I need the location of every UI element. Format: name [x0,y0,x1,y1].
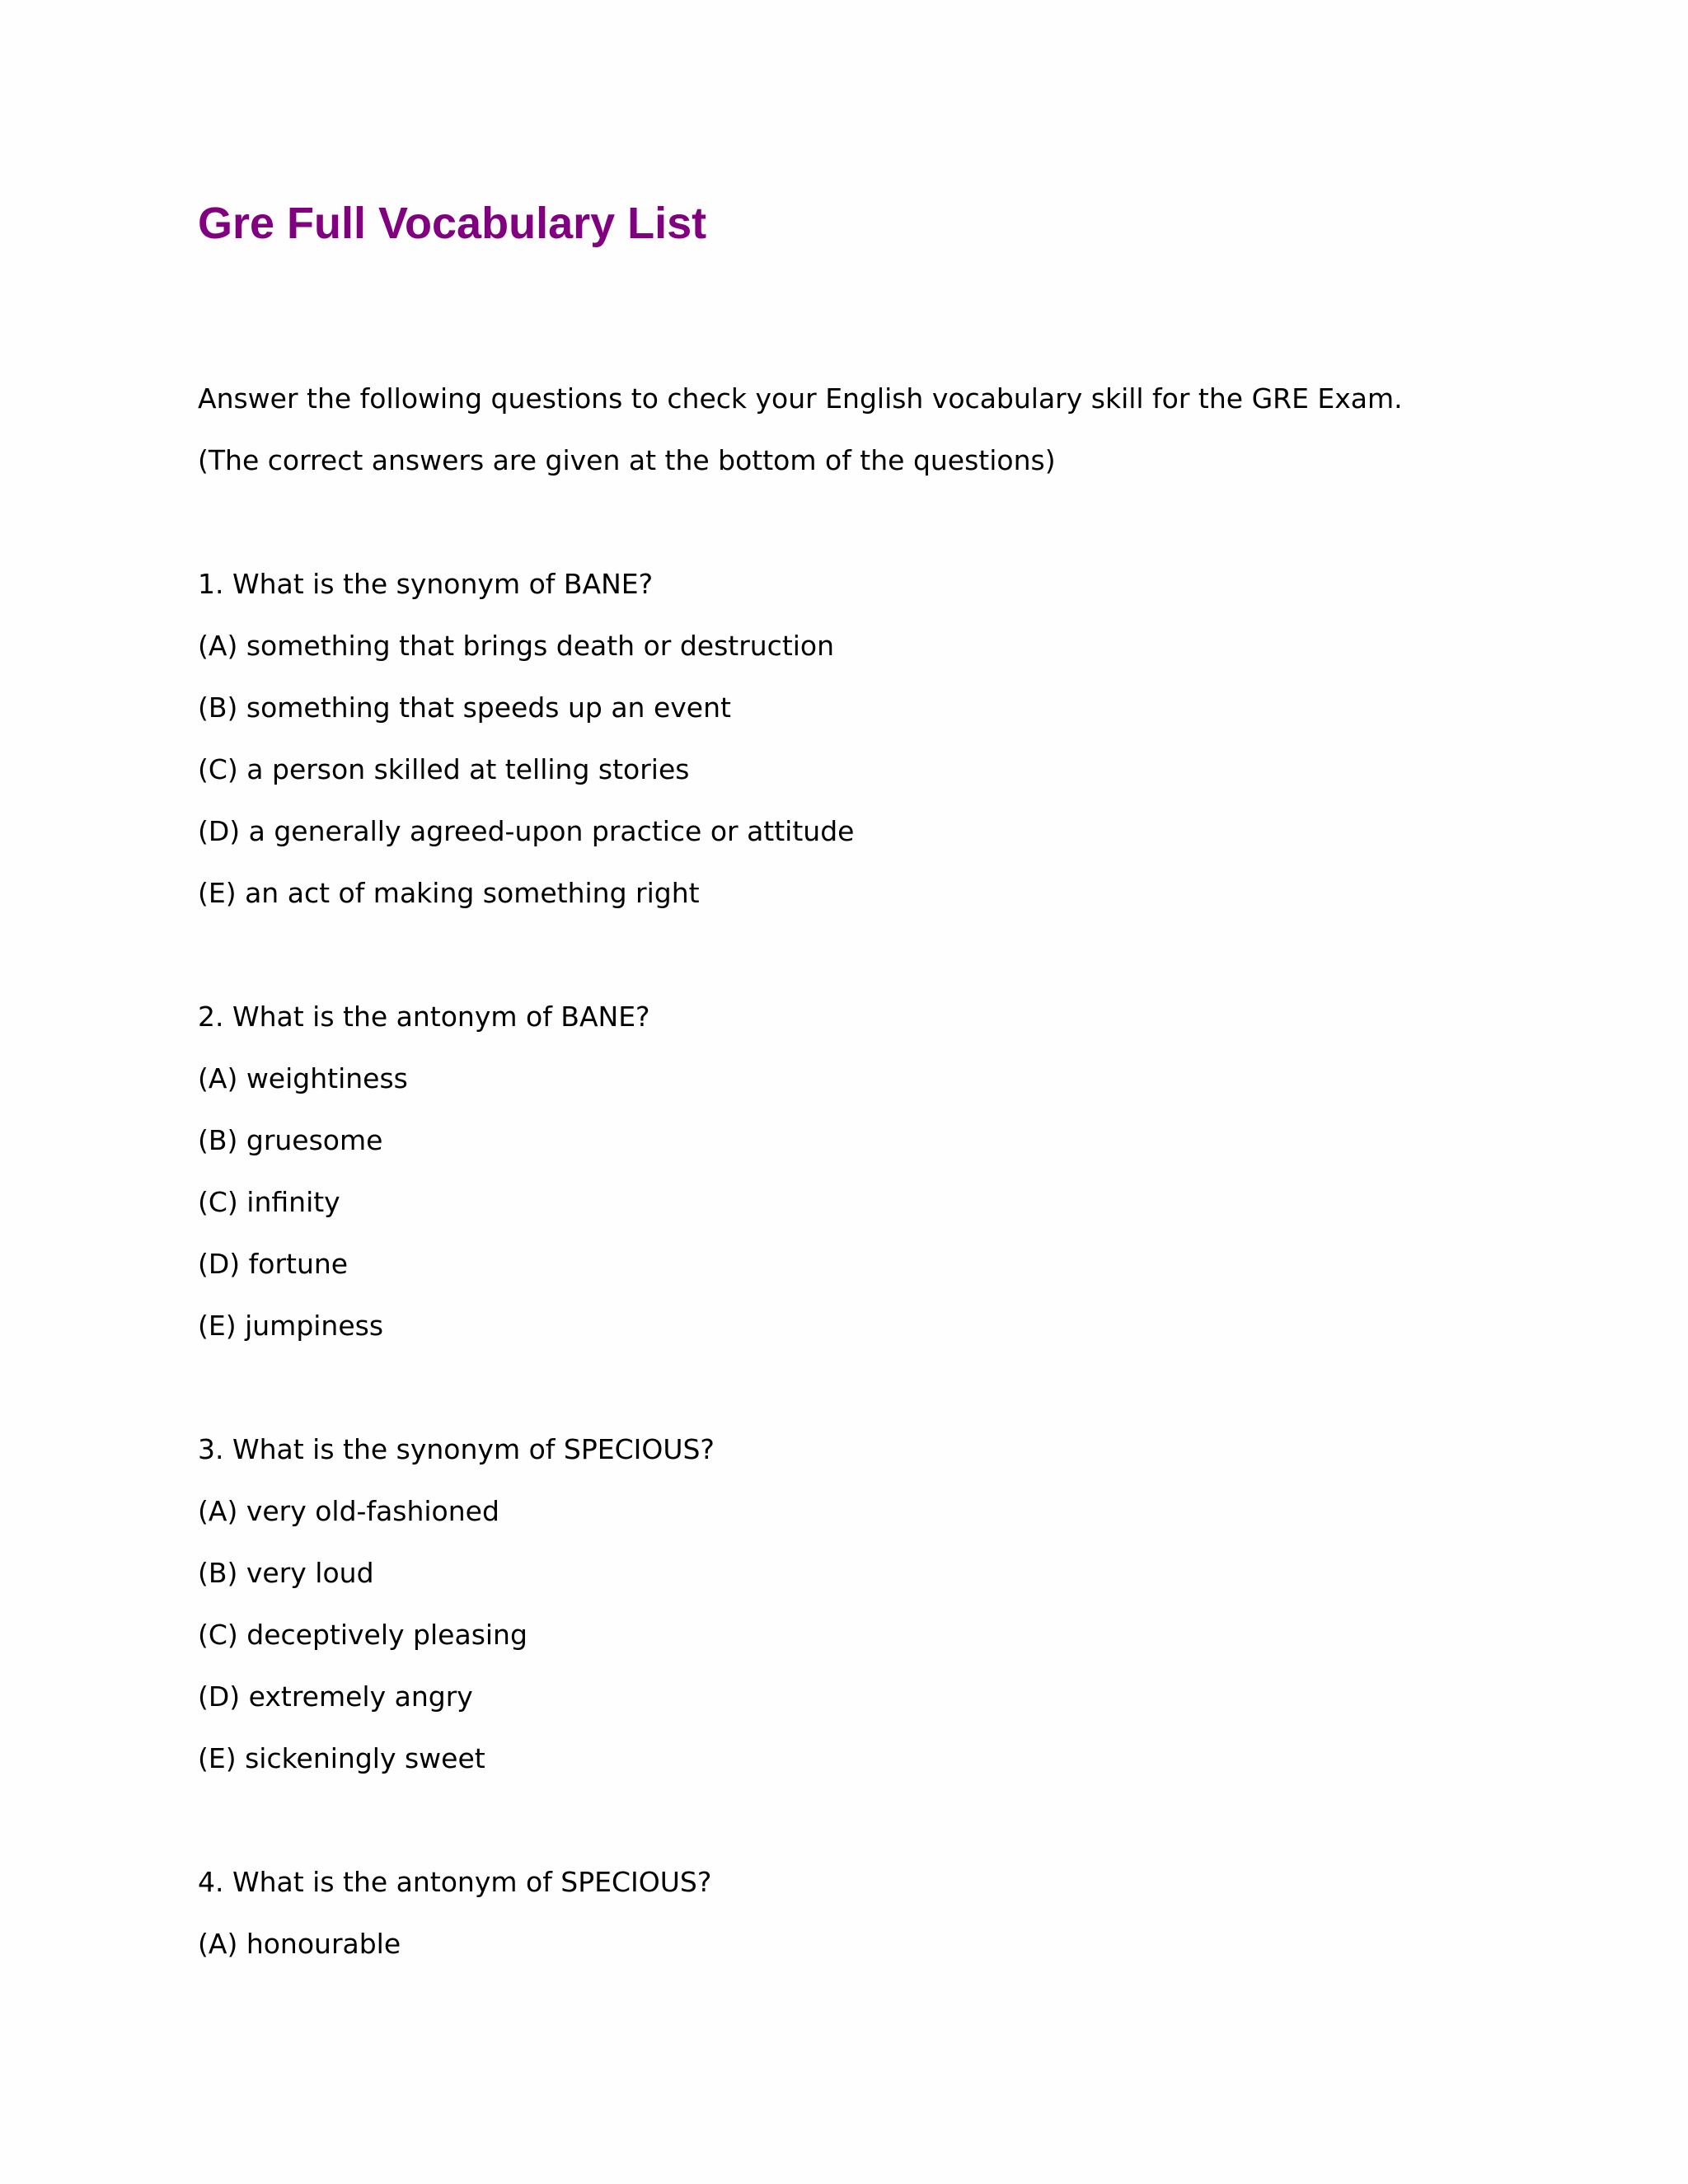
answer-option: (A) something that brings death or destruction [198,630,835,662]
answer-option: (B) very loud [198,1557,374,1589]
answer-option: (A) very old-fashioned [198,1495,499,1527]
question-block-3 [198,1418,1517,1789]
question-block-4 [198,1851,1517,1975]
spacer [198,924,1517,986]
answer-option: (C) a person skilled at telling stories [198,753,690,785]
answer-option: (B) gruesome [198,1124,383,1156]
answer-option: (A) honourable [198,1928,401,1960]
answer-option: (D) fortune [198,1248,349,1280]
answer-option: (B) something that speeds up an event [198,691,731,724]
answer-option: (A) weightiness [198,1062,408,1094]
intro-text: Answer the following questions to check your English vocabulary skill for the GRE Exam. [198,382,1403,415]
spacer [198,1357,1517,1418]
answer-option: (E) jumpiness [198,1310,384,1342]
question-text: 4. What is the antonym of SPECIOUS? [198,1866,712,1898]
question-text: 3. What is the synonym of SPECIOUS? [198,1433,715,1465]
intro-note: (The correct answers are given at the bottom of the questions) [198,444,1056,476]
answer-option: (E) sickeningly sweet [198,1742,485,1774]
answer-option: (C) deceptively pleasing [198,1619,528,1651]
question-text: 2. What is the antonym of BANE? [198,1001,650,1033]
question-block-2 [198,986,1517,1357]
answer-option: (E) an act of making something right [198,877,700,909]
document-body [198,368,1517,1975]
page-title: Gre Full Vocabulary List [198,199,707,248]
answer-option: (D) extremely angry [198,1680,473,1713]
spacer [198,1789,1517,1851]
spacer [198,491,1517,553]
question-text: 1. What is the synonym of BANE? [198,568,654,600]
question-block-1 [198,553,1517,924]
answer-option: (C) infinity [198,1186,340,1218]
answer-option: (D) a generally agreed-upon practice or attitude [198,815,855,847]
